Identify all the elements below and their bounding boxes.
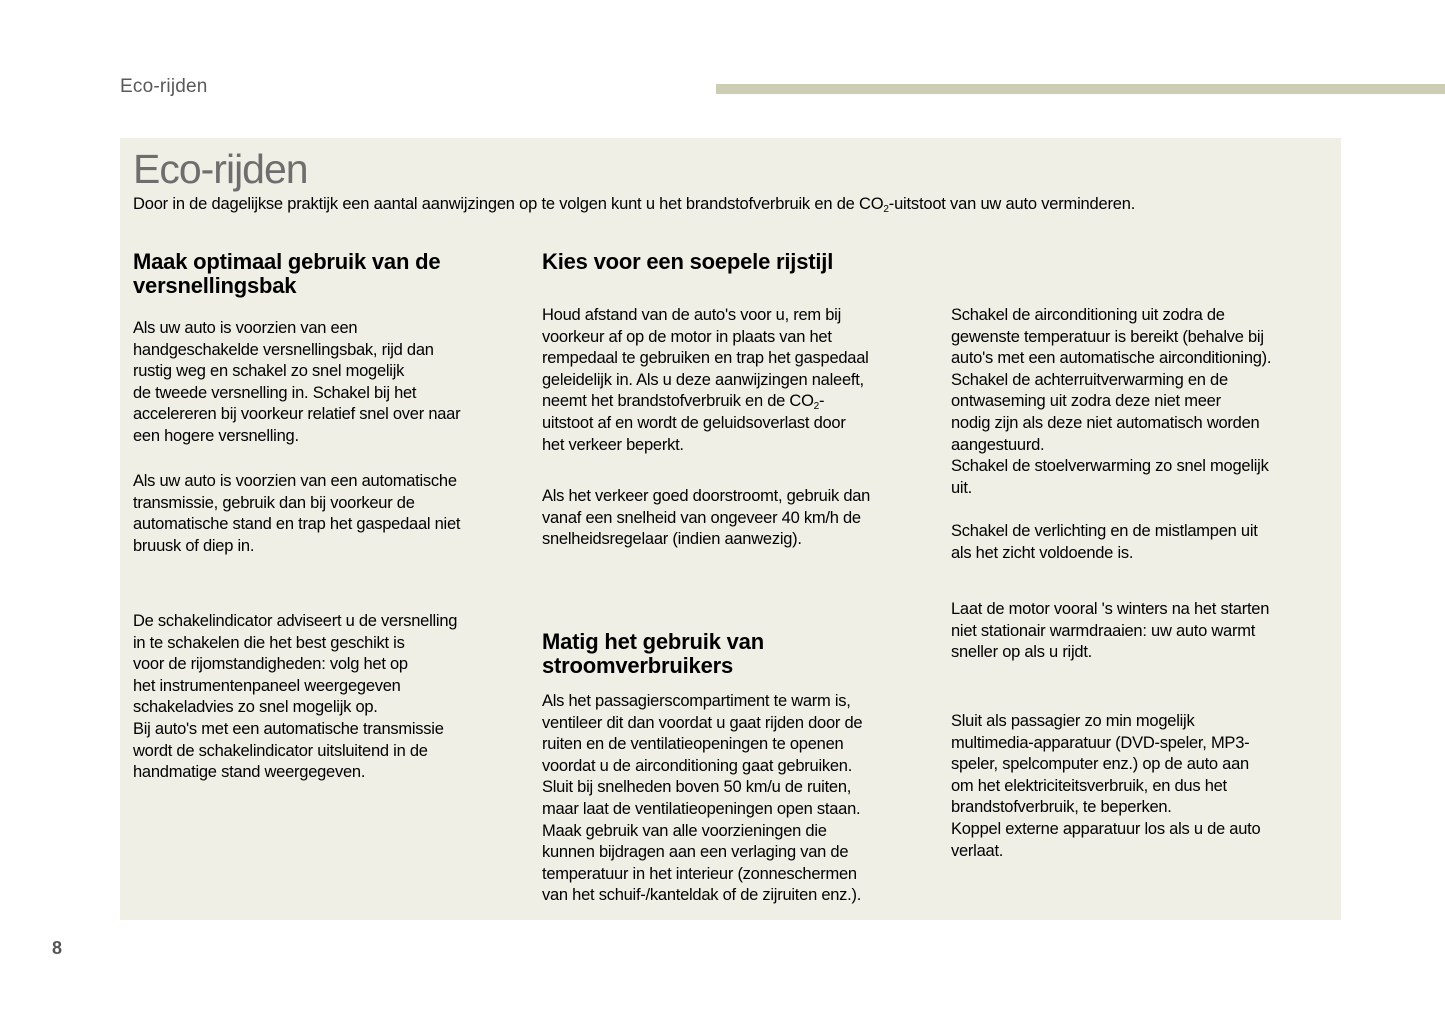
heading-smooth-driving: Kies voor een soepele rijstijl xyxy=(542,249,834,274)
para-keep-distance-part1: Houd afstand van de auto's voor u, rem bij voorkeur af op de motor in plaats van het rempedaal te gebruiken en trap het gaspedaal geleidelijk in. Als u deze aanwijzingen naleeft, neemt het brandstofverbruik en de CO xyxy=(542,306,869,411)
para-shift-indicator: De schakelindicator adviseert u de versnelling in te schakelen die het best geschikt is voor de rijomstandigheden: volg het op het instrumentenpaneel weergegeven schakeladvies zo snel mogelijk op. Bij auto's met een automatische transmissie wordt de schakelindicator uitsluitend in de handmatige stand weergegeven. xyxy=(133,612,458,782)
para-lighting: Schakel de verlichting en de mistlampen uit als het zicht voldoende is. xyxy=(951,522,1258,562)
intro-text-part2: -uitstoot van uw auto verminderen. xyxy=(888,195,1136,213)
intro-text xyxy=(133,195,1135,215)
para-keep-distance xyxy=(542,305,869,456)
para-automatic-transmission: Als uw auto is voorzien van een automatische transmissie, gebruik dan bij voorkeur de automatische stand en trap het gaspedaal niet bruusk of diep in. xyxy=(133,472,461,555)
para-engine-warmup: Laat de motor vooral 's winters na het starten niet stationair warmdraaien: uw auto warmt sneller op als u rijdt. xyxy=(951,600,1270,662)
section-header-title: Eco-rijden xyxy=(120,76,208,97)
para-keep-distance-part2: - uitstoot af en wordt de geluidsoverlast door het verkeer beperkt. xyxy=(542,392,846,454)
para-multimedia: Sluit als passagier zo min mogelijk multimedia-apparatuur (DVD-speler, MP3- speler, spelcomputer enz.) op de auto aan om het elektriciteitsverbruik, en dus het brandstofverbruik, te beperken. Koppel externe apparatuur los als u de auto verlaat. xyxy=(951,712,1261,860)
page-number: 8 xyxy=(52,938,63,958)
para-cruise-control: Als het verkeer goed doorstroomt, gebruik dan vanaf een snelheid van ongeveer 40 km/h de snelheidsregelaar (indien aanwezig). xyxy=(542,487,871,549)
page-title: Eco-rijden xyxy=(133,146,308,192)
para-keep-distance-subscript: 2 xyxy=(813,401,819,413)
para-airconditioning: Schakel de airconditioning uit zodra de gewenste temperatuur is bereikt (behalve bij auto's met een automatische airconditioning). Schakel de achterruitverwarming en de ontwaseming uit zodra deze niet meer nodig zijn als deze niet automatisch worden aangestuurd. Schakel de stoelverwarming zo snel mogelijk uit. xyxy=(951,306,1272,497)
header-accent-bar xyxy=(716,84,1445,94)
para-manual-gearbox: Als uw auto is voorzien van een handgeschakelde versnellingsbak, rijd dan rustig weg en schakel zo snel mogelijk de tweede versnelling in. Schakel bij het accelereren bij voorkeur relatief snel over naar een hogere versnelling. xyxy=(133,319,461,445)
intro-subscript: 2 xyxy=(883,204,889,215)
heading-gearbox: Maak optimaal gebruik van de versnellingsbak xyxy=(133,249,441,298)
para-ventilation: Als het passagierscompartiment te warm is, ventileer dit dan voordat u gaat rijden door de ruiten en de ventilatieopeningen te openen voordat u de airconditioning gaat gebruiken. Sluit bij snelheden boven 50 km/u de ruiten, maar laat de ventilatieopeningen open staan. Maak gebruik van alle voorzieningen die kunnen bijdragen aan een verlaging van de temperatuur in het interieur (zonneschermen van het schuif-/kanteldak of de zijruiten enz.). xyxy=(542,692,863,905)
heading-power-consumers: Matig het gebruik van stroomverbruikers xyxy=(542,629,764,678)
intro-text-part1: Door in de dagelijkse praktijk een aantal aanwijzingen op te volgen kunt u het brandstofverbruik en de CO xyxy=(133,195,884,213)
